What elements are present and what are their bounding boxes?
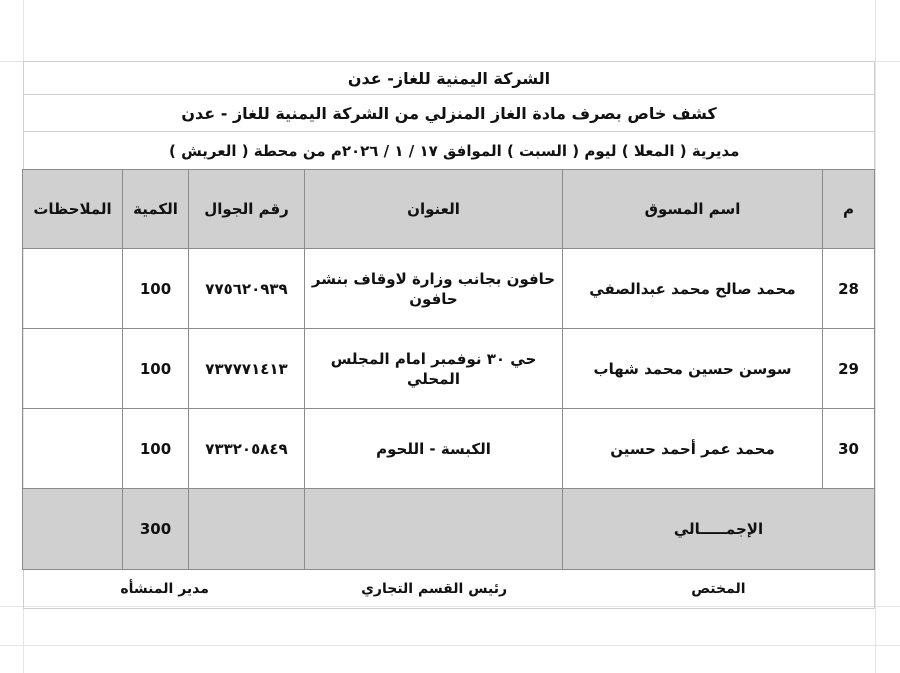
signature-specialist: المختص [691,581,746,597]
quantity-cell: 100 [123,329,189,409]
quantity-cell: 100 [123,409,189,489]
total-label: الإجمـــــالي [563,489,875,570]
distribution-table [22,169,875,570]
distributor-name: سوسن حسين محمد شهاب [563,329,823,409]
column-header-number: م [823,170,875,249]
table-header-row [23,170,875,249]
total-empty-cell [189,489,305,570]
row-number: 28 [823,249,875,329]
phone-cell: ٧٧٥٦٢٠٩٣٩ [189,249,305,329]
phone-cell: ٧٣٣٢٠٥٨٤٩ [189,409,305,489]
address-cell: حي ٣٠ نوفمبر امام المجلس المحلي [305,329,563,409]
row-number: 29 [823,329,875,409]
total-empty-cell [23,489,123,570]
total-row [23,489,875,570]
column-header-quantity: الكمية [123,170,189,249]
row-number: 30 [823,409,875,489]
distributor-name: محمد عمر أحمد حسين [563,409,823,489]
table-row [23,249,875,329]
address-cell: الكبسة - اللحوم [305,409,563,489]
column-header-notes: الملاحظات [23,170,123,249]
phone-cell: ٧٣٧٧٧١٤١٣ [189,329,305,409]
distributor-name: محمد صالح محمد عبدالصفي [563,249,823,329]
gridline [875,0,876,673]
table-row [23,329,875,409]
table-row [23,409,875,489]
district-date-station-line: مديرية ( المعلا ) ليوم ( السبت ) الموافق ١٧ / ١ / ٢٠٢٦م من محطة ( العريش ) [23,131,875,169]
gas-distribution-statement [23,61,875,609]
notes-cell [23,249,123,329]
address-cell: حافون بجانب وزارة لاوقاف بنشر حافون [305,249,563,329]
quantity-cell: 100 [123,249,189,329]
column-header-address: العنوان [305,170,563,249]
total-empty-cell [305,489,563,570]
gridline [0,645,900,646]
signature-commercial-head: رئيس القسم التجاري [361,581,508,597]
statement-title: كشف خاص بصرف مادة الغاز المنزلي من الشركة اليمنية للغاز - عدن [23,94,875,131]
signature-facility-manager: مدير المنشأه [120,581,209,597]
total-quantity: 300 [123,489,189,570]
signature-row [23,570,875,609]
company-title: الشركة اليمنية للغاز- عدن [23,61,875,94]
column-header-distributor: اسم المسوق [563,170,823,249]
notes-cell [23,409,123,489]
notes-cell [23,329,123,409]
column-header-phone: رقم الجوال [189,170,305,249]
